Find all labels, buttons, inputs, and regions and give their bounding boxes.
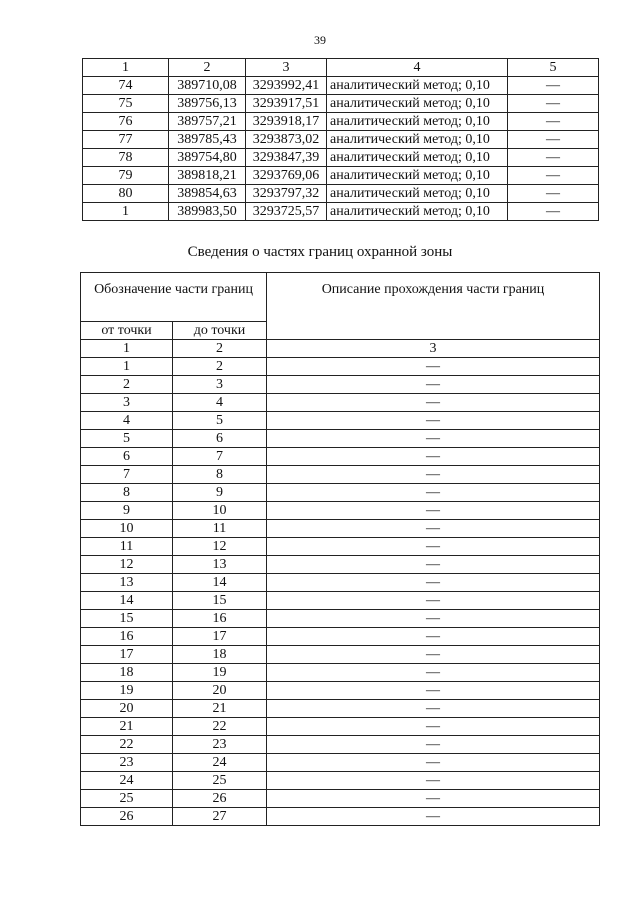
parts-row bbox=[81, 556, 600, 574]
from-point-cell: 22 bbox=[81, 736, 173, 754]
description-cell: — bbox=[267, 682, 600, 700]
from-point-cell: 18 bbox=[81, 664, 173, 682]
coordinates-row bbox=[83, 167, 599, 185]
note-cell: — bbox=[508, 167, 599, 185]
method-cell: аналитический метод; 0,10 bbox=[327, 131, 508, 149]
point-number-cell: 78 bbox=[83, 149, 169, 167]
coordinates-row bbox=[83, 203, 599, 221]
to-point-cell: 18 bbox=[173, 646, 267, 664]
to-point-cell: 16 bbox=[173, 610, 267, 628]
point-number-cell: 80 bbox=[83, 185, 169, 203]
parts-row bbox=[81, 376, 600, 394]
parts-row bbox=[81, 700, 600, 718]
coordinates-row bbox=[83, 95, 599, 113]
y-coordinate-cell: 3293873,02 bbox=[246, 131, 327, 149]
coordinates-table bbox=[82, 58, 599, 221]
description-cell: — bbox=[267, 484, 600, 502]
to-point-cell: 20 bbox=[173, 682, 267, 700]
header-cell: 4 bbox=[327, 59, 508, 77]
from-point-cell: 6 bbox=[81, 448, 173, 466]
y-coordinate-cell: 3293917,51 bbox=[246, 95, 327, 113]
coordinates-row bbox=[83, 113, 599, 131]
to-point-cell: 11 bbox=[173, 520, 267, 538]
from-point-cell: 12 bbox=[81, 556, 173, 574]
point-number-cell: 79 bbox=[83, 167, 169, 185]
parts-row bbox=[81, 574, 600, 592]
parts-row bbox=[81, 664, 600, 682]
from-point-cell: 19 bbox=[81, 682, 173, 700]
description-cell: — bbox=[267, 394, 600, 412]
page-number: 39 bbox=[314, 33, 326, 47]
description-cell: — bbox=[267, 466, 600, 484]
parts-row bbox=[81, 502, 600, 520]
description-cell: — bbox=[267, 754, 600, 772]
to-point-cell: 6 bbox=[173, 430, 267, 448]
y-coordinate-cell: 3293918,17 bbox=[246, 113, 327, 131]
to-point-cell: 19 bbox=[173, 664, 267, 682]
parts-row bbox=[81, 808, 600, 826]
to-point-cell: 5 bbox=[173, 412, 267, 430]
description-cell: — bbox=[267, 358, 600, 376]
from-point-cell: 1 bbox=[81, 358, 173, 376]
y-coordinate-cell: 3293725,57 bbox=[246, 203, 327, 221]
x-coordinate-cell: 389710,08 bbox=[169, 77, 246, 95]
parts-row bbox=[81, 628, 600, 646]
parts-row bbox=[81, 538, 600, 556]
point-number-cell: 76 bbox=[83, 113, 169, 131]
header-cell: 1 bbox=[83, 59, 169, 77]
to-point-cell: 27 bbox=[173, 808, 267, 826]
method-cell: аналитический метод; 0,10 bbox=[327, 95, 508, 113]
to-point-cell: 4 bbox=[173, 394, 267, 412]
to-point-cell: 15 bbox=[173, 592, 267, 610]
to-point-cell: 12 bbox=[173, 538, 267, 556]
description-cell: — bbox=[267, 718, 600, 736]
description-cell: — bbox=[267, 646, 600, 664]
x-coordinate-cell: 389818,21 bbox=[169, 167, 246, 185]
section-title: Сведения о частях границ охранной зоны bbox=[187, 244, 453, 260]
description-cell: — bbox=[267, 376, 600, 394]
from-point-cell: 2 bbox=[81, 376, 173, 394]
parts-row bbox=[81, 394, 600, 412]
to-point-cell: 24 bbox=[173, 754, 267, 772]
coordinates-row bbox=[83, 131, 599, 149]
note-cell: — bbox=[508, 131, 599, 149]
x-coordinate-cell: 389754,80 bbox=[169, 149, 246, 167]
description-cell: — bbox=[267, 520, 600, 538]
header-cell: 3 bbox=[246, 59, 327, 77]
to-point-header: до точки bbox=[173, 322, 267, 340]
note-cell: — bbox=[508, 95, 599, 113]
method-cell: аналитический метод; 0,10 bbox=[327, 185, 508, 203]
note-cell: — bbox=[508, 77, 599, 95]
parts-row bbox=[81, 430, 600, 448]
point-number-cell: 74 bbox=[83, 77, 169, 95]
from-point-cell: 14 bbox=[81, 592, 173, 610]
from-point-cell: 3 bbox=[81, 394, 173, 412]
description-cell: — bbox=[267, 808, 600, 826]
to-point-cell: 25 bbox=[173, 772, 267, 790]
numbering-cell: 2 bbox=[173, 340, 267, 358]
parts-row bbox=[81, 484, 600, 502]
description-cell: — bbox=[267, 772, 600, 790]
description-cell: — bbox=[267, 664, 600, 682]
method-cell: аналитический метод; 0,10 bbox=[327, 203, 508, 221]
parts-numbering-row bbox=[81, 340, 600, 358]
from-point-cell: 20 bbox=[81, 700, 173, 718]
point-number-cell: 1 bbox=[83, 203, 169, 221]
parts-row bbox=[81, 772, 600, 790]
from-point-cell: 25 bbox=[81, 790, 173, 808]
description-cell: — bbox=[267, 610, 600, 628]
from-point-cell: 11 bbox=[81, 538, 173, 556]
coordinates-row bbox=[83, 77, 599, 95]
method-cell: аналитический метод; 0,10 bbox=[327, 113, 508, 131]
header-cell: 5 bbox=[508, 59, 599, 77]
to-point-cell: 22 bbox=[173, 718, 267, 736]
coordinates-row bbox=[83, 149, 599, 167]
description-cell: — bbox=[267, 574, 600, 592]
from-point-cell: 24 bbox=[81, 772, 173, 790]
from-point-header: от точки bbox=[81, 322, 173, 340]
note-cell: — bbox=[508, 203, 599, 221]
method-cell: аналитический метод; 0,10 bbox=[327, 77, 508, 95]
parts-row bbox=[81, 520, 600, 538]
from-point-cell: 8 bbox=[81, 484, 173, 502]
y-coordinate-cell: 3293769,06 bbox=[246, 167, 327, 185]
to-point-cell: 3 bbox=[173, 376, 267, 394]
from-point-cell: 26 bbox=[81, 808, 173, 826]
parts-row bbox=[81, 412, 600, 430]
parts-row bbox=[81, 448, 600, 466]
numbering-cell: 1 bbox=[81, 340, 173, 358]
parts-row bbox=[81, 610, 600, 628]
from-point-cell: 23 bbox=[81, 754, 173, 772]
parts-row bbox=[81, 646, 600, 664]
header-cell: 2 bbox=[169, 59, 246, 77]
to-point-cell: 10 bbox=[173, 502, 267, 520]
method-cell: аналитический метод; 0,10 bbox=[327, 167, 508, 185]
to-point-cell: 8 bbox=[173, 466, 267, 484]
to-point-cell: 13 bbox=[173, 556, 267, 574]
method-cell: аналитический метод; 0,10 bbox=[327, 149, 508, 167]
description-header: Описание прохождения части границ bbox=[267, 273, 600, 340]
boundary-parts-table bbox=[80, 272, 600, 826]
to-point-cell: 7 bbox=[173, 448, 267, 466]
from-point-cell: 21 bbox=[81, 718, 173, 736]
coordinates-header-row bbox=[83, 59, 599, 77]
y-coordinate-cell: 3293847,39 bbox=[246, 149, 327, 167]
x-coordinate-cell: 389757,21 bbox=[169, 113, 246, 131]
parts-header-row bbox=[81, 273, 600, 322]
parts-row bbox=[81, 682, 600, 700]
parts-row bbox=[81, 718, 600, 736]
parts-row bbox=[81, 466, 600, 484]
description-cell: — bbox=[267, 790, 600, 808]
to-point-cell: 21 bbox=[173, 700, 267, 718]
point-number-cell: 77 bbox=[83, 131, 169, 149]
description-cell: — bbox=[267, 538, 600, 556]
from-point-cell: 10 bbox=[81, 520, 173, 538]
from-point-cell: 16 bbox=[81, 628, 173, 646]
description-cell: — bbox=[267, 700, 600, 718]
description-cell: — bbox=[267, 412, 600, 430]
parts-row bbox=[81, 754, 600, 772]
to-point-cell: 9 bbox=[173, 484, 267, 502]
description-cell: — bbox=[267, 736, 600, 754]
description-cell: — bbox=[267, 430, 600, 448]
coordinates-row bbox=[83, 185, 599, 203]
x-coordinate-cell: 389785,43 bbox=[169, 131, 246, 149]
to-point-cell: 26 bbox=[173, 790, 267, 808]
description-cell: — bbox=[267, 502, 600, 520]
from-point-cell: 7 bbox=[81, 466, 173, 484]
description-cell: — bbox=[267, 448, 600, 466]
designation-header: Обозначение части границ bbox=[81, 273, 267, 322]
from-point-cell: 9 bbox=[81, 502, 173, 520]
to-point-cell: 2 bbox=[173, 358, 267, 376]
note-cell: — bbox=[508, 185, 599, 203]
x-coordinate-cell: 389854,63 bbox=[169, 185, 246, 203]
x-coordinate-cell: 389756,13 bbox=[169, 95, 246, 113]
note-cell: — bbox=[508, 149, 599, 167]
to-point-cell: 14 bbox=[173, 574, 267, 592]
from-point-cell: 5 bbox=[81, 430, 173, 448]
parts-row bbox=[81, 358, 600, 376]
point-number-cell: 75 bbox=[83, 95, 169, 113]
y-coordinate-cell: 3293797,32 bbox=[246, 185, 327, 203]
to-point-cell: 23 bbox=[173, 736, 267, 754]
parts-row bbox=[81, 736, 600, 754]
from-point-cell: 15 bbox=[81, 610, 173, 628]
from-point-cell: 13 bbox=[81, 574, 173, 592]
numbering-cell: 3 bbox=[267, 340, 600, 358]
description-cell: — bbox=[267, 556, 600, 574]
y-coordinate-cell: 3293992,41 bbox=[246, 77, 327, 95]
from-point-cell: 17 bbox=[81, 646, 173, 664]
note-cell: — bbox=[508, 113, 599, 131]
x-coordinate-cell: 389983,50 bbox=[169, 203, 246, 221]
parts-row bbox=[81, 790, 600, 808]
to-point-cell: 17 bbox=[173, 628, 267, 646]
description-cell: — bbox=[267, 628, 600, 646]
parts-row bbox=[81, 592, 600, 610]
from-point-cell: 4 bbox=[81, 412, 173, 430]
description-cell: — bbox=[267, 592, 600, 610]
